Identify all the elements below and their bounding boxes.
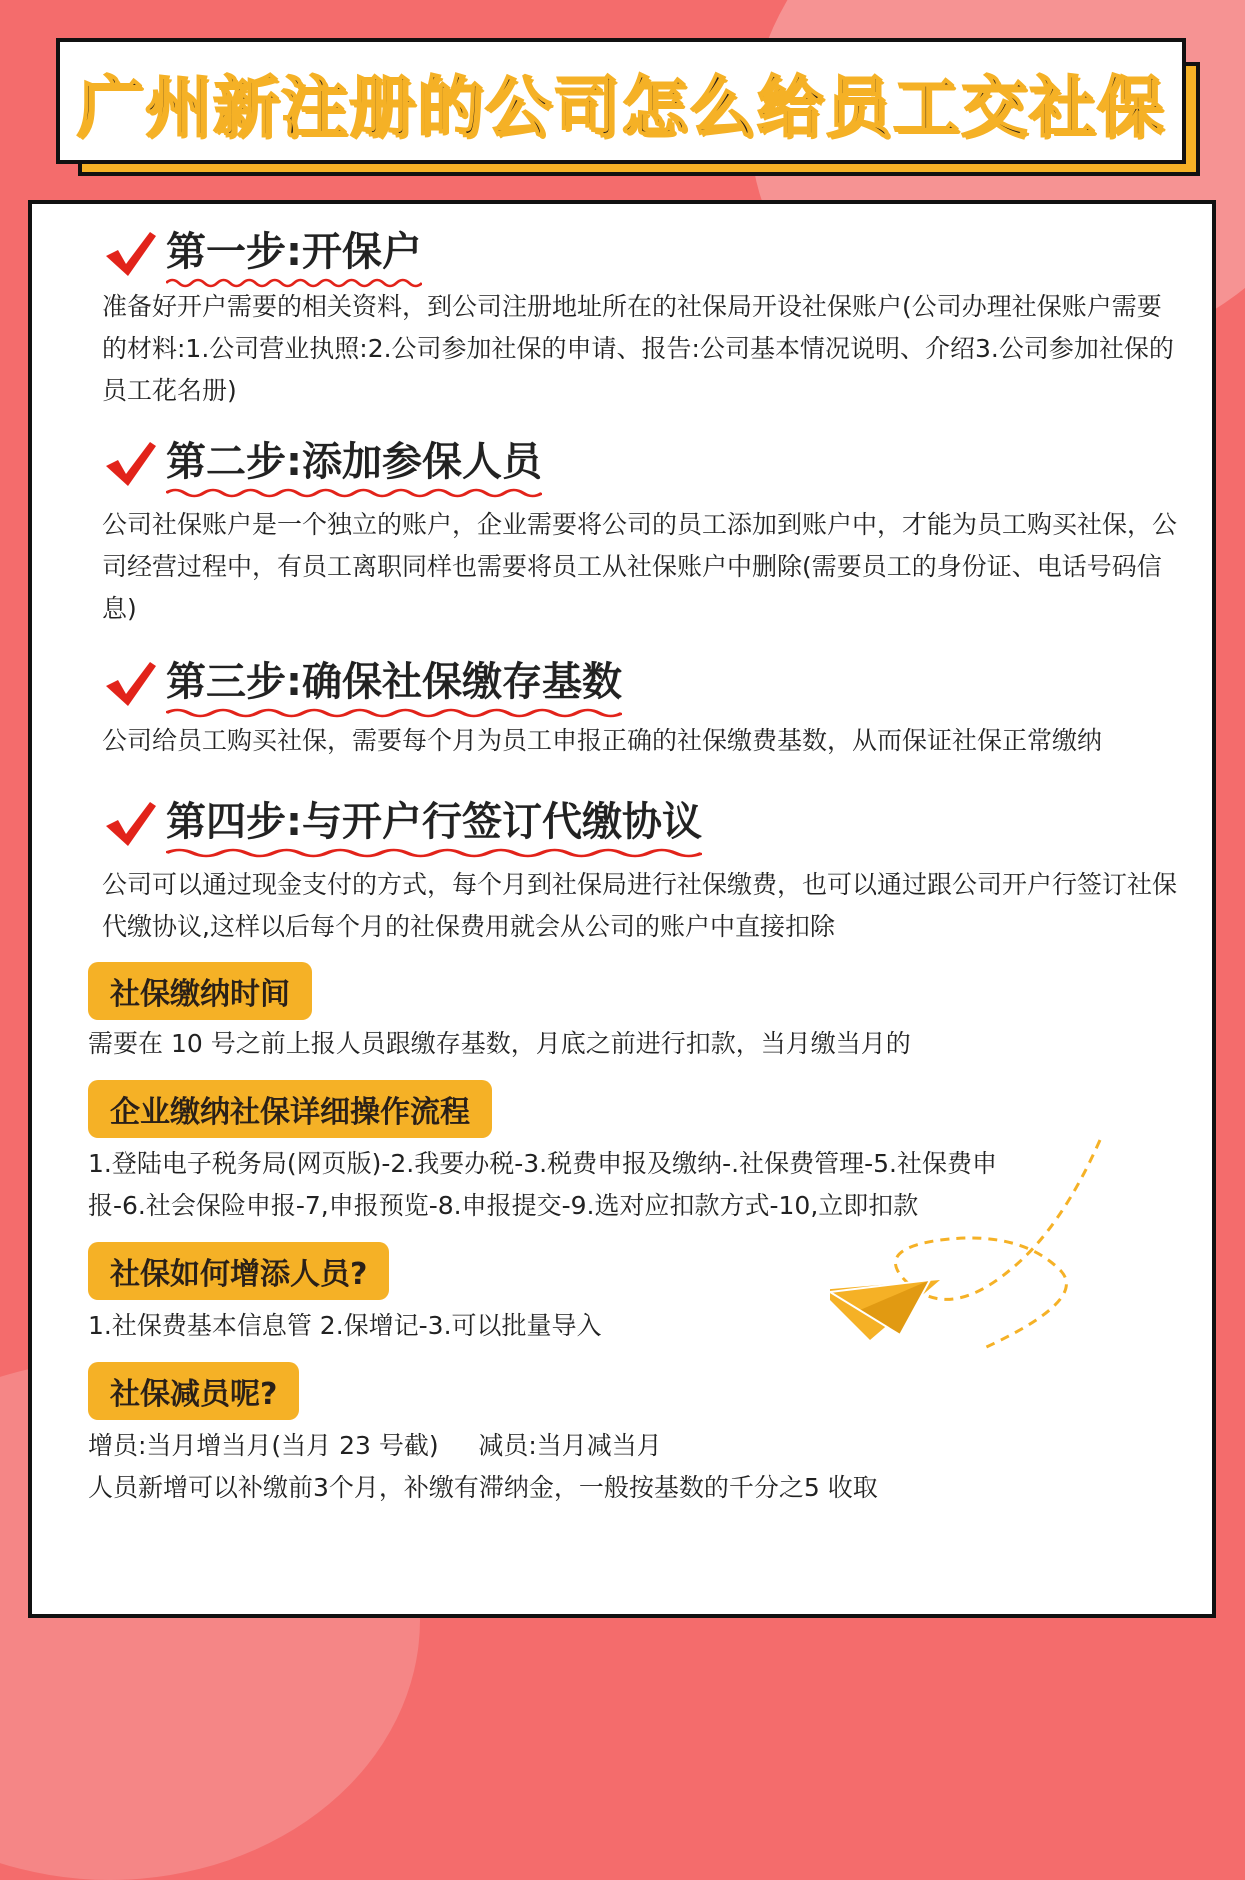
step-heading-4 [102, 790, 702, 855]
check-icon [102, 658, 158, 708]
step-body: 公司社保账户是一个独立的账户，企业需要将公司的员工添加到账户中，才能为员工购买社保，公司经营过程中，有员工离职同样也需要将员工从社保账户中删除(需要员工的身份证、电话号码信息) [102, 510, 1178, 623]
section-line: 报-6.社会保险申报-7,申报预览-8.申报提交-9.选对应扣款方式-10,立即扣款 [88, 1191, 919, 1220]
section-tag: 企业缴纳社保详细操作流程 [88, 1080, 492, 1138]
step-body: 准备好开户需要的相关资料，到公司注册地址所在的社保局开设社保账户(公司办理社保账户需要的材料:1.公司营业执照:2.公司参加社保的申请、报告:公司基本情况说明、介绍3.公司参加社保的员工花名册) [102, 292, 1174, 405]
wave-underline [166, 707, 622, 719]
section-tag: 社保如何增添人员? [88, 1242, 389, 1300]
step-body: 公司给员工购买社保，需要每个月为员工申报正确的社保缴费基数，从而保证社保正常缴纳 [102, 726, 1103, 755]
check-icon [102, 798, 158, 848]
section-line: 人员新增可以补缴前3个月，补缴有滞纳金，一般按基数的千分之5 收取 [88, 1473, 878, 1502]
step-title: 第二步:添加参保人员 [166, 439, 542, 485]
check-icon [102, 228, 158, 278]
check-icon [102, 438, 158, 488]
step-heading-1 [102, 220, 422, 285]
section-tag: 社保减员呢? [88, 1362, 299, 1420]
title-box [56, 38, 1186, 164]
content-card [28, 200, 1216, 1618]
step-title: 第三步:确保社保缴存基数 [166, 659, 622, 705]
step-heading-3 [102, 650, 622, 715]
section-line: 需要在 10 号之前上报人员跟缴存基数，月底之前进行扣款，当月缴当月的 [88, 1029, 911, 1058]
step-body: 公司可以通过现金支付的方式，每个月到社保局进行社保缴费，也可以通过跟公司开户行签订社保代缴协议,这样以后每个月的社保费用就会从公司的账户中直接扣除 [102, 870, 1178, 941]
step-title: 第四步:与开户行签订代缴协议 [166, 799, 702, 845]
section-tag: 社保缴纳时间 [88, 962, 312, 1020]
section-line: 增员:当月增当月(当月 23 号截) 减员:当月减当月 [88, 1431, 662, 1460]
section-line: 1.社保费基本信息管 2.保增记-3.可以批量导入 [88, 1311, 602, 1340]
wave-underline [166, 487, 542, 499]
step-title: 第一步:开保户 [166, 229, 422, 275]
paper-plane-icon [830, 1120, 1120, 1380]
section-line: 1.登陆电子税务局(网页版)-2.我要办税-3.税费申报及缴纳-.社保费管理-5.社保费申 [88, 1149, 997, 1178]
wave-underline [166, 847, 702, 859]
page-title: 广州新注册的公司怎么给员工交社保 [77, 68, 1165, 146]
step-heading-2 [102, 430, 542, 495]
